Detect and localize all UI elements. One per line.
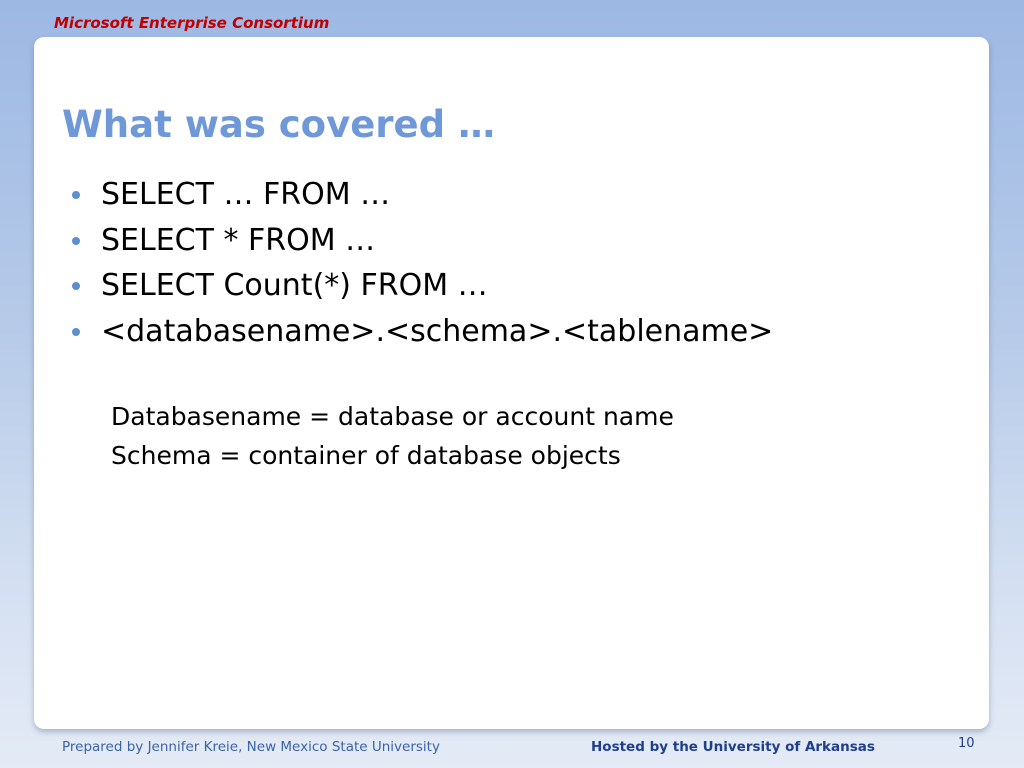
slide-title: What was covered … xyxy=(62,103,496,146)
bullet-dot-icon xyxy=(72,282,80,290)
bullet-text: <databasename>.<schema>.<tablename> xyxy=(101,313,774,349)
footer-hosted-by: Hosted by the University of Arkansas xyxy=(591,739,875,755)
bullet-dot-icon xyxy=(72,237,80,245)
page-number: 10 xyxy=(958,736,975,751)
bullet-dot-icon xyxy=(72,191,80,199)
note-databasename: Databasename = database or account name xyxy=(111,402,674,431)
consortium-brand: Microsoft Enterprise Consortium xyxy=(54,14,330,32)
bullet-text: SELECT * FROM … xyxy=(101,222,376,258)
bullet-dot-icon xyxy=(72,328,80,336)
note-schema: Schema = container of database objects xyxy=(111,441,621,470)
bullet-text: SELECT Count(*) FROM … xyxy=(101,268,488,303)
definition-notes xyxy=(111,397,674,475)
footer-prepared-by: Prepared by Jennifer Kreie, New Mexico State University xyxy=(62,739,440,755)
bullet-text: SELECT … FROM … xyxy=(101,177,391,212)
